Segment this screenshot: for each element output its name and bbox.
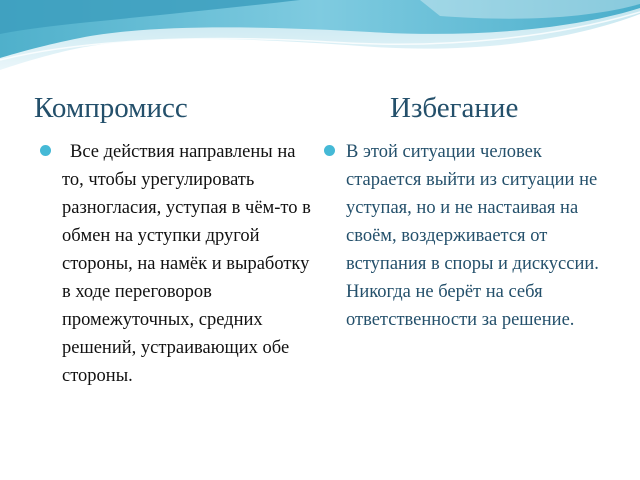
header-wave-decoration (0, 0, 640, 80)
right-heading: Избегание (390, 92, 519, 124)
left-column (40, 138, 318, 390)
bullet-dot-icon (40, 145, 51, 156)
right-body-text: В этой ситуации человек старается выйти из ситуации не уступая, но и не настаивая на своём, воздерживается от вступания в споры и дискуссии. Никогда не берёт на себя ответственности за решение. (346, 142, 599, 330)
bullet-dot-icon (324, 145, 335, 156)
right-column (324, 138, 614, 334)
left-heading: Компромисс (34, 92, 188, 124)
left-body-text: Все действия направлены на то, чтобы урегулировать разногласия, уступая в чём-то в обмен на уступки другой стороны, на намёк и выработку в ходе переговоров промежуточных, средних решений, устраивающих обе стороны. (62, 142, 311, 386)
